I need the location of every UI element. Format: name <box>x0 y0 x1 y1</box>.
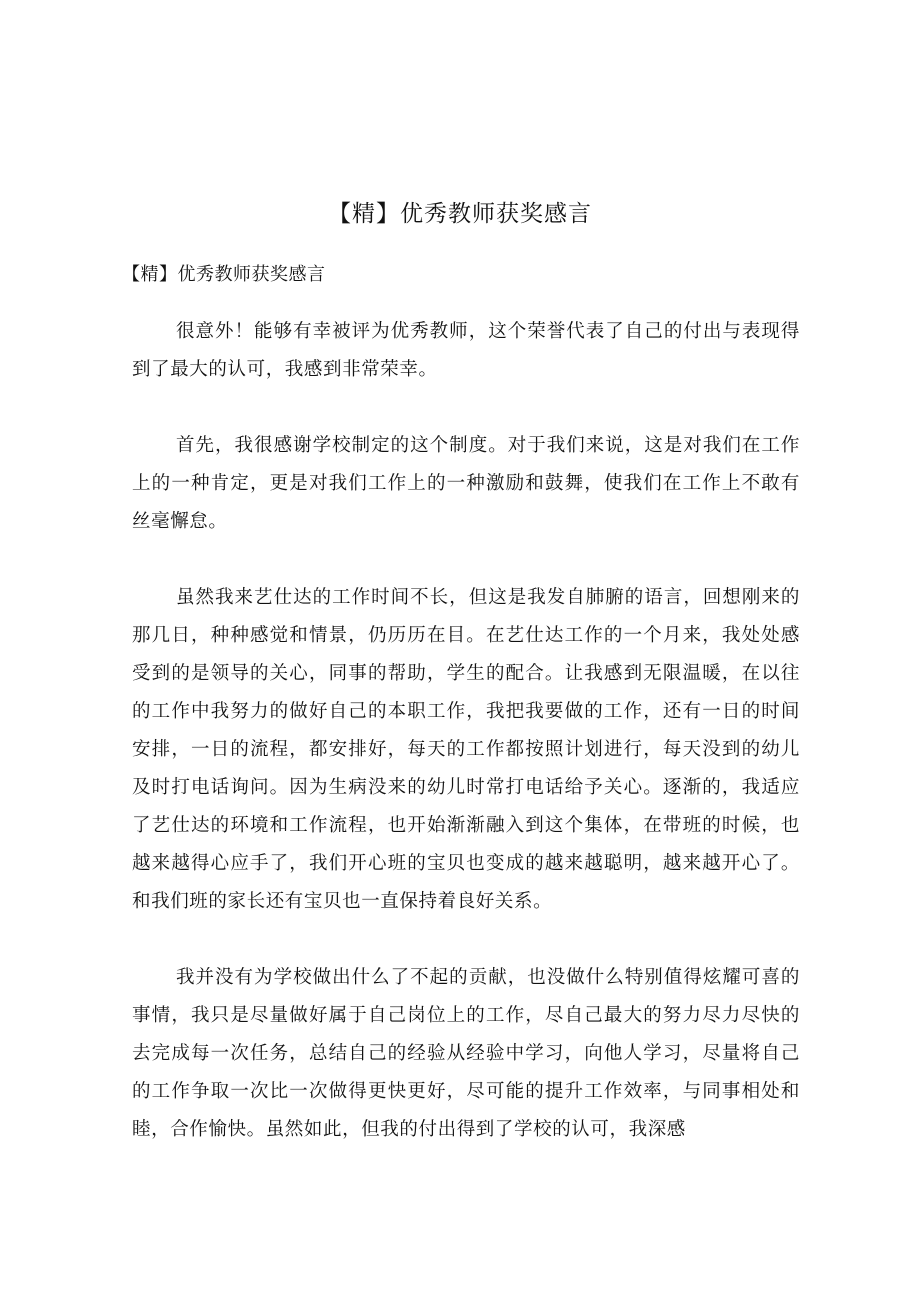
paragraph-2: 首先，我很感谢学校制定的这个制度。对于我们来说，这是对我们在工作上的一种肯定，更是对我们工作上的一种激励和鼓舞，使我们在工作上不敢有丝毫懈怠。 <box>132 435 800 532</box>
paragraph-3: 虽然我来艺仕达的工作时间不长，但这是我发自肺腑的语言，回想刚来的那几日，种种感觉和情景，仍历历在目。在艺仕达工作的一个月来，我处处感受到的是领导的关心，同事的帮助，学生的配合。让我感到无限温暖，在以往的工作中我努力的做好自己的本职工作，我把我要做的工作，还有一日的时间安排，一日的流程，都安排好，每天的工作都按照计划进行，每天没到的幼儿及时打电话询问。因为生病没来的幼儿时常打电话给予关心。逐渐的，我适应了艺仕达的环境和工作流程，也开始渐渐融入到这个集体，在带班的时候，也越来越得心应手了，我们开心班的宝贝也变成的越来越聪明，越来越开心了。和我们班的家长还有宝贝也一直保持着良好关系。 <box>132 587 800 912</box>
paragraph-1: 很意外！能够有幸被评为优秀教师，这个荣誉代表了自己的付出与表现得到了最大的认可，我感到非常荣幸。 <box>132 321 800 380</box>
document-subtitle: 【精】优秀教师获奖感言 <box>122 264 326 285</box>
paragraph-4: 我并没有为学校做出什么了不起的贡献，也没做什么特别值得炫耀可喜的事情，我只是尽量做好属于自己岗位上的工作，尽自己最大的努力尽力尽快的去完成每一次任务，总结自己的经验从经验中学习，向他人学习，尽量将自己的工作争取一次比一次做得更快更好，尽可能的提升工作效率，与同事相处和睦，合作愉快。虽然如此，但我的付出得到了学校的认可，我深感 <box>132 967 800 1140</box>
document-title: 【精】优秀教师获奖感言 <box>328 201 592 227</box>
document-body <box>132 313 800 1187</box>
